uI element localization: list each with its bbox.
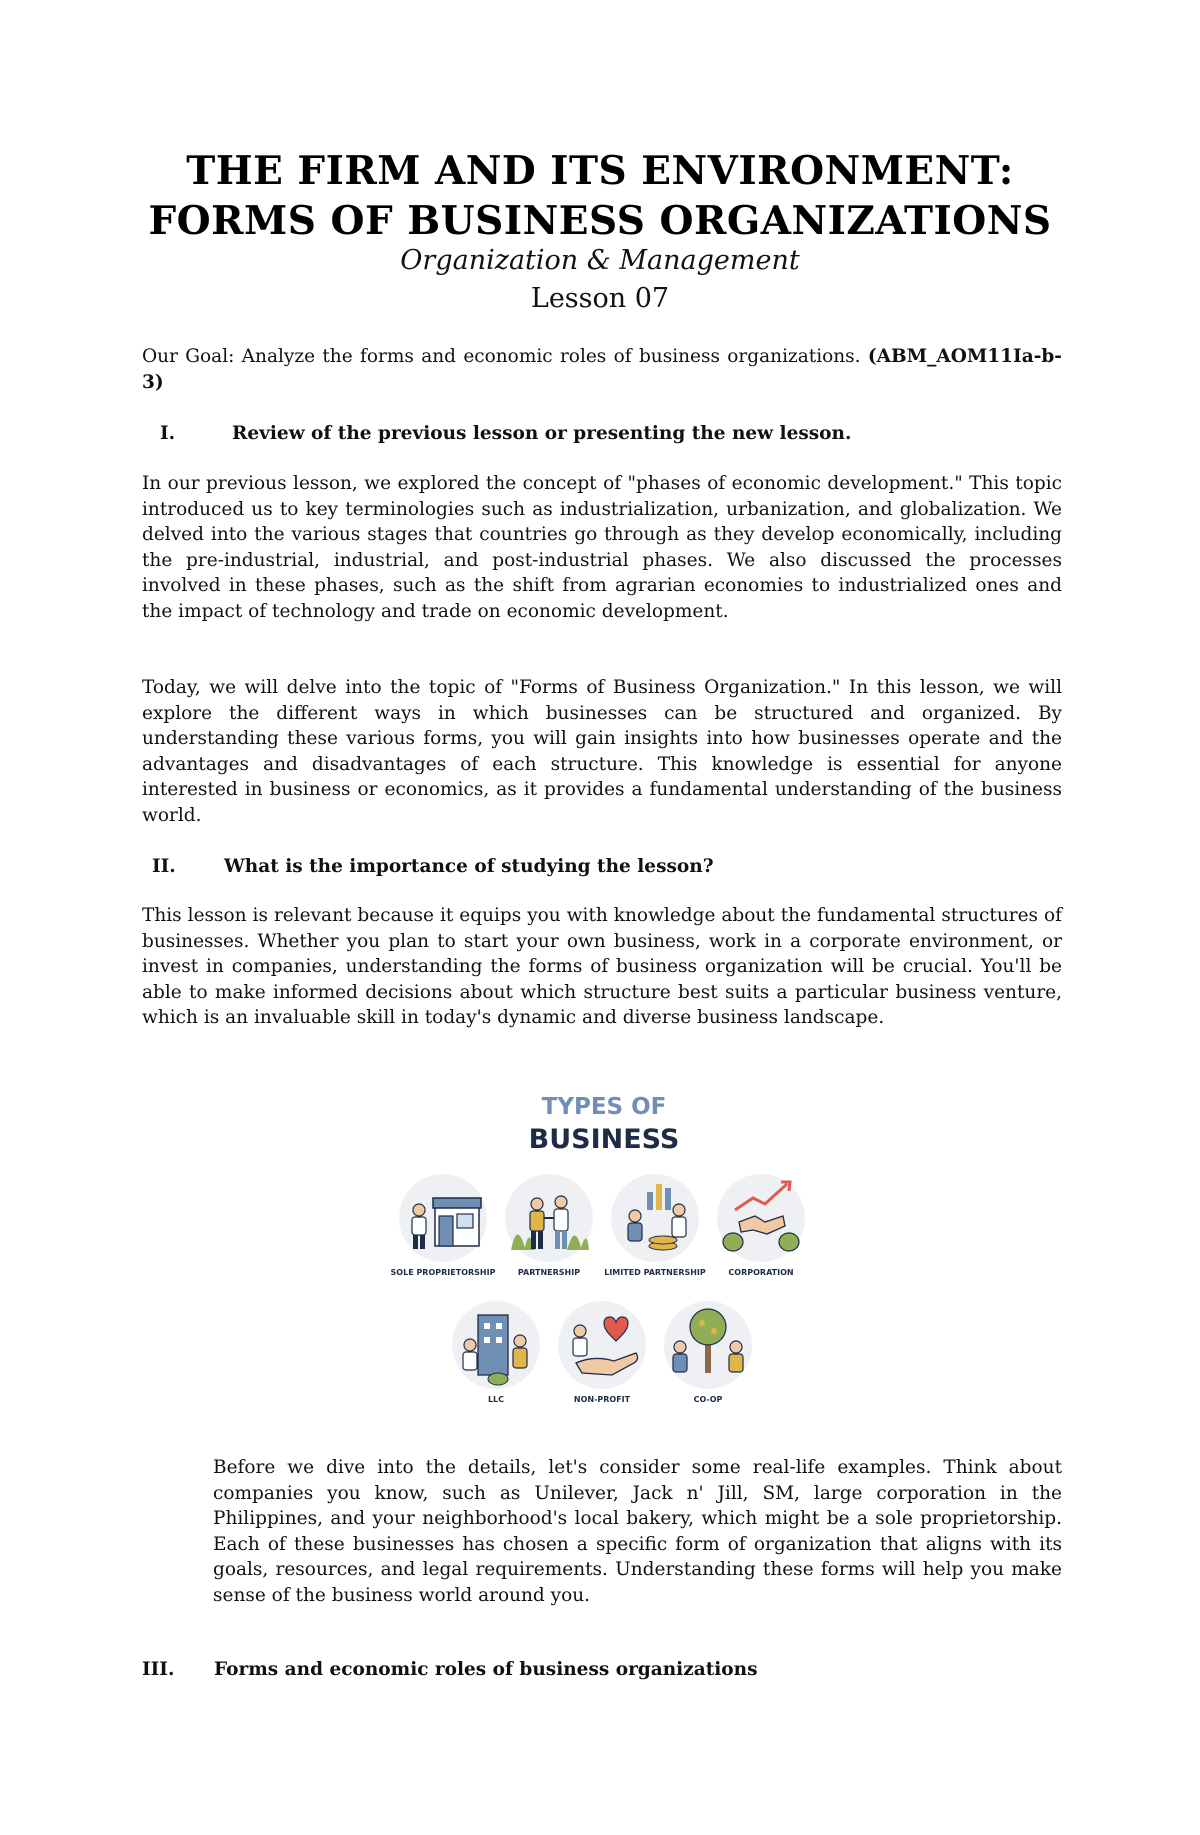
document-title-line2: FORMS OF BUSINESS ORGANIZATIONS	[148, 198, 1052, 244]
competency-code: (ABM_AOM11Ia-b-3)	[142, 346, 1062, 393]
paragraph-today-lesson: Today, we will delve into the topic of "Forms of Business Organization." In this lesson, we will explore the different ways in which businesses can be structured and organized. By understanding these various forms, you will gain insights into how businesses operate and the advantages and disadvantages of each structure. This knowledge is essential for anyone interested in business or economics, as it provides a fundamental understanding of the business world.	[142, 677, 1062, 826]
section-number: I.	[160, 423, 176, 444]
business-type-item	[706, 1170, 816, 1278]
business-type-label: CO-OP	[693, 1395, 723, 1404]
figure-title-line1: TYPES OF	[541, 1094, 667, 1120]
paragraph-importance: This lesson is relevant because it equips you with knowledge about the fundamental structures of businesses. Whether you plan to start your own business, work in a corporate environment, or invest in companies, understanding the forms of business organization will be crucial. You'll be able to make informed decisions about which structure best suits a particular business venture, which is an invaluable skill in today's dynamic and diverse business landscape.	[142, 905, 1062, 1028]
goal-text: Our Goal: Analyze the forms and economic roles of business organizations.	[142, 346, 861, 367]
business-type-item	[388, 1170, 498, 1278]
business-type-label: NON-PROFIT	[573, 1395, 631, 1404]
tree-team-icon	[660, 1297, 756, 1393]
handshake-icon	[713, 1170, 809, 1266]
business-type-label: SOLE PROPRIETORSHIP	[390, 1268, 496, 1277]
section-heading-1	[160, 421, 1060, 447]
business-type-item	[494, 1170, 604, 1278]
office-team-icon	[448, 1297, 544, 1393]
paragraph-real-life-examples: Before we dive into the details, let's consider some real-life examples. Think about companies you know, such as Unilever, Jack n' Jill, SM, large corporation in the Philippines, and your neighborhood's local bakery, which might be a sole proprietorship. Each of these businesses has chosen a specific form of organization that aligns with its goals, resources, and legal requirements. Understanding these forms will help you make sense of the business world around you.	[213, 1457, 1062, 1606]
growth-chart-icon	[607, 1170, 703, 1266]
business-type-item	[600, 1170, 710, 1278]
section-heading-3	[142, 1657, 1042, 1683]
business-type-item	[547, 1297, 657, 1405]
section-number: III.	[142, 1659, 175, 1680]
business-type-item	[653, 1297, 763, 1405]
business-type-item	[441, 1297, 551, 1405]
section-number: II.	[152, 856, 176, 877]
types-of-business-figure	[388, 1092, 820, 1422]
document-title-line1: THE FIRM AND ITS ENVIRONMENT:	[186, 148, 1014, 194]
lesson-goal	[142, 344, 1062, 395]
storefront-icon	[395, 1170, 491, 1266]
section-title: Review of the previous lesson or presenting the new lesson.	[232, 423, 852, 444]
section-heading-2	[152, 854, 1052, 880]
subject-subtitle: Organization & Management	[400, 245, 800, 276]
section-title: What is the importance of studying the lesson?	[224, 856, 714, 877]
heart-hand-icon	[554, 1297, 650, 1393]
paragraph-previous-lesson: In our previous lesson, we explored the concept of "phases of economic development." This topic introduced us to key terminologies such as industrialization, urbanization, and globalization. We delved into the various stages that countries go through as they develop economically, including the pre-industrial, industrial, and post-industrial phases. We also discussed the processes involved in these phases, such as the shift from agrarian economies to industrialized ones and the impact of technology and trade on economic development.	[142, 473, 1062, 622]
business-type-label: CORPORATION	[728, 1268, 794, 1277]
business-type-label: LIMITED PARTNERSHIP	[604, 1268, 706, 1277]
business-type-label: LLC	[487, 1395, 505, 1404]
figure-title-line2: BUSINESS	[528, 1124, 680, 1155]
section-title: Forms and economic roles of business organizations	[214, 1659, 758, 1680]
business-type-label: PARTNERSHIP	[517, 1268, 581, 1277]
partners-icon	[501, 1170, 597, 1266]
lesson-number: Lesson 07	[530, 283, 670, 314]
